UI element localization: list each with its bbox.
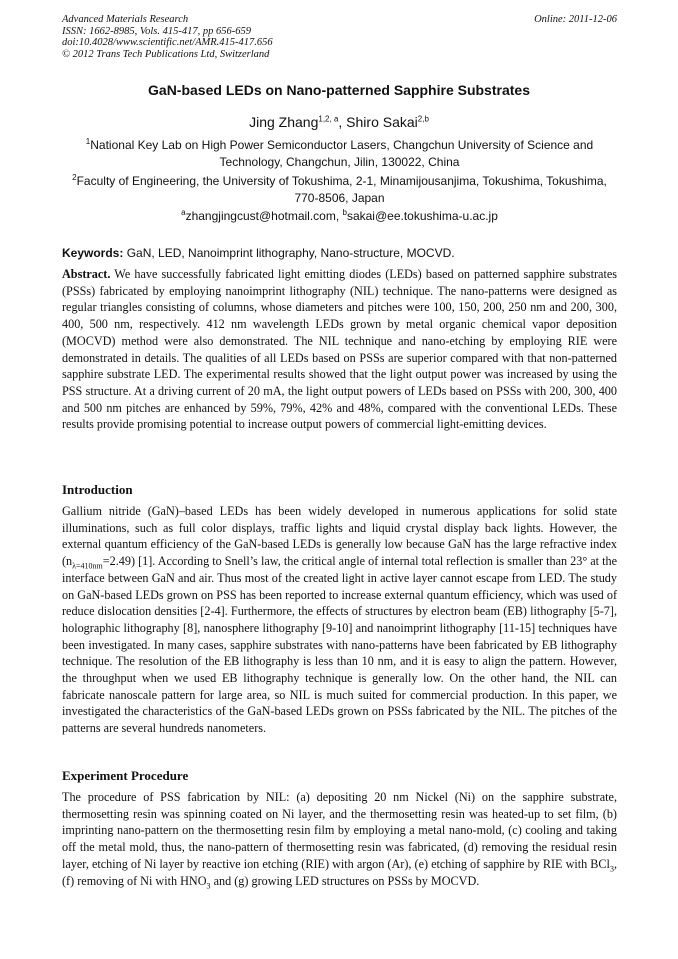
journal-copyright: © 2012 Trans Tech Publications Ltd, Switzerland (62, 48, 270, 60)
keywords-text: GaN, LED, Nanoimprint lithography, Nano-structure, MOCVD. (123, 246, 455, 260)
chemical-subscript: 3 (206, 880, 211, 890)
abstract-label: Abstract. (62, 267, 111, 281)
email-superscript: a (181, 208, 186, 217)
affiliation-text: National Key Lab on High Power Semiconductor Lasers, Changchun University of Science and Technology, Changchun, Jilin, 130022, China (90, 138, 594, 169)
email-superscript: b (342, 208, 347, 217)
author-superscript: 1,2, a (318, 114, 339, 124)
journal-name: Advanced Materials Research (62, 14, 189, 25)
introduction-paragraph (62, 503, 617, 737)
online-date: Online: 2011-12-06 (534, 14, 617, 25)
paragraph-text: , (f) removing of Ni with HNO (62, 856, 617, 888)
section-heading-introduction: Introduction (62, 482, 133, 497)
journal-issn: ISSN: 1662-8985, Vols. 415-417, pp 656-659 (62, 25, 251, 37)
chemical-subscript: 3 (609, 864, 614, 874)
refractive-index-subscript: λ=410nm (72, 561, 103, 571)
abstract-text: We have successfully fabricated light emitting diodes (LEDs) based on patterned sapphire substrates (PSSs) fabricated by employing nanoimprint lithography (NIL) technique. The nano-patterns were designed as regular triangles consisting of columns, whose diameters and pitches were 100, 150, 200, 250 nm and 200, 300, 400, 500 nm, respectively. 412 nm wavelength LEDs grown by metal organic chemical vapor deposition (MOCVD) method were also demonstrated. The NIL technique and nano-etching by employing RIE were demonstrated in details. The qualities of all LEDs based on PSSs are superior compared with that non-patterned sapphire substrate LED. The experimental results showed that the light output power was increased by using the PSS structure. At a driving current of 20 mA, the light output powers of LEDs based on PSSs with 200, 300, 400 and 500 nm pitches are enhanced by 59%, 79%, 42% and 48%, compared with the conventional LEDs. These results provide promising potential to increase output powers of commercial light-emitting devices. (62, 267, 617, 432)
affiliation-text: Faculty of Engineering, the University of Tokushima, 2-1, Minamijousanjima, Tokushima, Tokushima, 770-8506, Japan (76, 174, 607, 205)
paragraph-text: =2.49) [1]. According to Snell’s law, the critical angle of internal total reflection is smaller than 23° at the interface between GaN and air. Thus most of the created light in active layer cannot escape from LED. The study on GaN-based LEDs grown on PSS has been reported to increase external quantum efficiency, which was used of reduce dislocation densities [2-4]. Furthermore, the effects of structures by electron beam (EB) lithography [5-7], holographic lithography [8], nanosphere lithography [9-10] and nanoimprint lithography [11-15] techniques have been investigated. In many cases, sapphire substrates with nano-patterns have been fabricated by EB lithography technique. The resolution of the EB lithography is less than 10 nm, and it is easy to align the pattern. However, the throughput when we used EB lithography technique is generally low. On the other hand, the NIL can fabricate nanoscale pattern for large area, so NIL is much suited for commercial production. In this paper, we investigated the characteristics of the GaN-based LEDs grown on PSSs fabricated by the NIL. The pitches of the patterns are several hundreds nanometers. (62, 554, 617, 736)
email-link: zhangjingcust@hotmail.com, (185, 209, 343, 223)
experiment-paragraph (62, 789, 617, 889)
author-separator: , (338, 114, 347, 130)
author-emails (62, 208, 617, 225)
author-superscript: 2,b (417, 114, 429, 124)
affiliation-1 (62, 137, 617, 171)
email-link: sakai@ee.tokushima-u.ac.jp (346, 209, 498, 223)
section-heading-experiment: Experiment Procedure (62, 768, 189, 783)
keywords-label: Keywords: (62, 246, 124, 260)
abstract (62, 266, 617, 433)
affiliation-superscript: 2 (72, 173, 77, 182)
journal-doi: doi:10.4028/www.scientific.net/AMR.415-417.656 (62, 37, 273, 48)
paper-title: GaN-based LEDs on Nano-patterned Sapphire Substrates (148, 82, 530, 98)
keywords (62, 245, 617, 261)
paragraph-text: The procedure of PSS fabrication by NIL: (a) depositing 20 nm Nickel (Ni) on the sapphire substrate, thermosetting resin was spinning coated on Ni layer, and the thermosetting resin was heated-up to set film, (b) imprinting nano-pattern on the thermosetting resin film by employing a metal nano-mold, (c) cooling and taking off the metal mold, thus, the nano-pattern of thermosetting resin was fabricated, (d) removing the residual resin layer, etching of Ni layer by reactive ion etching (RIE) with argon (Ar), (e) etching of sapphire by RIE with BCl (62, 790, 617, 871)
affiliation-2 (62, 173, 617, 207)
author-list (40, 112, 638, 132)
paragraph-text: and (g) growing LED structures on PSSs by MOCVD. (210, 873, 480, 888)
author-name: Jing Zhang (249, 114, 319, 130)
journal-header (62, 14, 617, 60)
paragraph-text: Gallium nitride (GaN)–based LEDs has been widely developed in numerous applications for solid state illuminations, such as full color displays, traffic lights and liquid crystal display back lights. However, the external quantum efficiency of the GaN-based LEDs is generally low because GaN has the large refractive index (n (62, 504, 617, 569)
affiliation-superscript: 1 (85, 137, 91, 146)
author-name: Shiro Sakai (346, 114, 418, 130)
